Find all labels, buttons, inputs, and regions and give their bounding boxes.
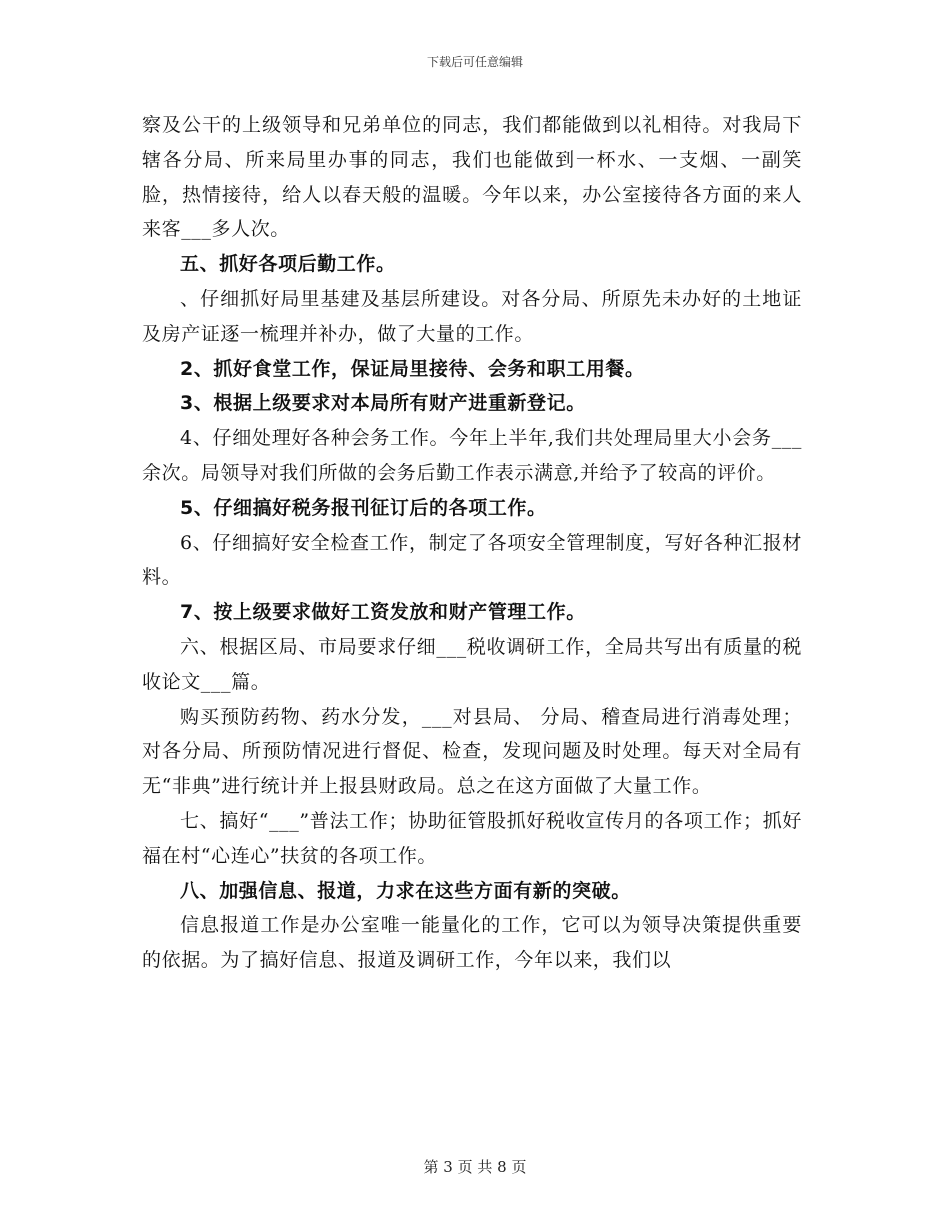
page-header: 下载后可任意编辑 [426,55,523,69]
item-heading-5: 5、仔细搞好税务报刊征订后的各项工作。 [180,496,547,519]
paragraph-1: 察及公干的上级领导和兄弟单位的同志，我们都能做到以礼相待。对我局下辖各分局、所来局里办事的同志，我们也能做到一杯水、一支烟、一副笑脸，热情接待，给人以春天般的温暖。今年以来，办公室接待各方面的来人来客___多人次。 [142,114,802,241]
item-heading-7: 7、按上级要求做好工资发放和财产管理工作。 [180,601,586,624]
paragraph-item-1: 、仔细抓好局里基建及基层所建设。对各分局、所原先未办好的土地证及房产证逐一梳理并补办，做了大量的工作。 [142,287,802,345]
paragraph-information: 信息报道工作是办公室唯一能量化的工作，它可以为领导决策提供重要的依据。为了搞好信息、报道及调研工作，今年以来，我们以 [142,914,802,972]
paragraph-section-7: 七、搞好“___”普法工作；协助征管股抓好税收宣传月的各项工作；抓好福在村“心连心”扶贫的各项工作。 [142,809,802,867]
item-heading-2: 2、抓好食堂工作，保证局里接待、会务和职工用餐。 [180,357,645,380]
item-heading-3: 3、根据上级要求对本局所有财产进重新登记。 [180,392,586,415]
paragraph-item-4: 4、仔细处理好各种会务工作。今年上半年,我们共处理局里大小会务___余次。局领导对我们所做的会务后勤工作表示满意,并给予了较高的评价。 [142,427,802,484]
page-footer: 第 3 页 共 8 页 [423,1158,527,1176]
section-heading-5: 五、抓好各项后勤工作。 [180,253,396,276]
document-body [142,108,802,978]
section-heading-8: 八、加强信息、报道，力求在这些方面有新的突破。 [180,879,631,902]
paragraph-item-6: 6、仔细搞好安全检查工作，制定了各项安全管理制度，写好各种汇报材料。 [142,531,802,589]
paragraph-section-6: 六、根据区局、市局要求仔细___税收调研工作，全局共写出有质量的税收论文___篇。 [142,635,802,693]
paragraph-prevention: 购买预防药物、药水分发，___对县局、 分局、稽查局进行消毒处理；对各分局、所预防情况进行督促、检查，发现问题及时处理。每天对全局有无“非典”进行统计并上报县财政局。总之在这方面做了大量工作。 [142,705,802,798]
